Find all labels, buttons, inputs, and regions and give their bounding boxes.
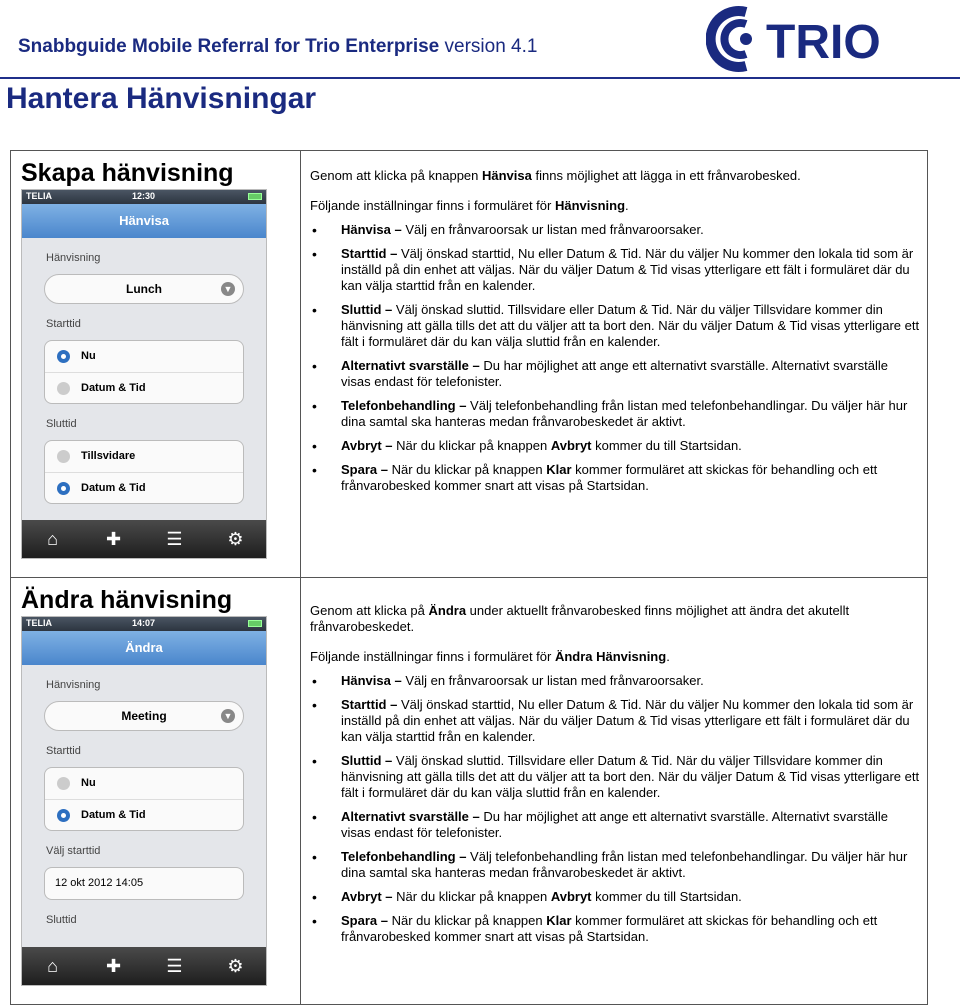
settings-paragraph: Följande inställningar finns i formuläret för Ändra Hänvisning. xyxy=(310,649,670,664)
carrier-label: TELIA xyxy=(26,618,52,628)
column-divider xyxy=(300,578,301,1004)
field-label: Sluttid xyxy=(46,418,77,430)
header-divider xyxy=(0,77,960,79)
option-nu[interactable] xyxy=(45,768,243,799)
nav-title: Hänvisa xyxy=(22,204,266,238)
list-item: • Telefonbehandling – Välj telefonbehandling från listan med telefonbehandlingar. Du väljer här hur dina samtal ska hanteras medan frånvarobeskedet är aktivt. xyxy=(310,849,920,881)
gear-icon[interactable]: ⚙ xyxy=(227,955,244,976)
instructions xyxy=(310,168,920,502)
settings-list xyxy=(310,222,920,494)
field-label: Hänvisning xyxy=(46,252,101,264)
phone-screenshot xyxy=(21,616,267,986)
radio-selected-icon xyxy=(57,350,70,363)
option-label: Datum & Tid xyxy=(81,809,146,821)
option-nu[interactable] xyxy=(45,341,243,372)
option-datum-tid[interactable] xyxy=(45,372,243,403)
tab-bar xyxy=(22,520,266,558)
radio-selected-icon xyxy=(57,809,70,822)
sliders-icon[interactable]: ☰ xyxy=(166,528,183,549)
radio-selected-icon xyxy=(57,482,70,495)
field-label: Starttid xyxy=(46,318,81,330)
instructions xyxy=(310,603,920,953)
nav-title: Ändra xyxy=(22,631,266,665)
option-label: Datum & Tid xyxy=(81,382,146,394)
option-tillsvidare[interactable] xyxy=(45,441,243,472)
battery-icon xyxy=(248,193,262,200)
reason-value: Meeting xyxy=(121,709,167,723)
trio-logo xyxy=(706,0,936,78)
plus-icon[interactable]: ✚ xyxy=(105,955,122,976)
chevron-down-icon: ▼ xyxy=(221,282,235,296)
end-options xyxy=(44,440,244,504)
home-icon[interactable]: ⌂ xyxy=(47,528,58,549)
list-item: • Alternativt svarställe – Du har möjlighet att ange ett alternativt svarställe. Alternativt svarställe visas endast för telefonister. xyxy=(310,358,920,390)
list-item: • Sluttid – Välj önskad sluttid. Tillsvidare eller Datum & Tid. När du väljer Tillsvidare kommer din hänvisning att gälla tills det att du väljer att ta bort den. När du väljer Datum & Tid visas ytterligare ett fält i formuläret där du kan välja sluttid från en kalender. xyxy=(310,302,920,350)
list-item: • Telefonbehandling – Välj telefonbehandling från listan med telefonbehandlingar. Du väljer här hur dina samtal ska hanteras medan frånvarobeskedet är aktivt. xyxy=(310,398,920,430)
date-value: 12 okt 2012 14:05 xyxy=(55,877,144,889)
list-item: • Spara – När du klickar på knappen Klar kommer formuläret att skickas för behandling och ett frånvarobesked kommer snart att visas på Startsidan. xyxy=(310,913,920,945)
list-item: • Sluttid – Välj önskad sluttid. Tillsvidare eller Datum & Tid. När du väljer Tillsvidare kommer din hänvisning att gälla tills det att du väljer att ta bort den. När du väljer Datum & Tid visas ytterligare ett fält i formuläret där du kan välja sluttid från en kalender. xyxy=(310,753,920,801)
list-item: • Spara – När du klickar på knappen Klar kommer formuläret att skickas för behandling och ett frånvarobesked kommer snart att visas på Startsidan. xyxy=(310,462,920,494)
reason-value: Lunch xyxy=(126,282,162,296)
option-label: Tillsvidare xyxy=(81,450,136,462)
field-label: Starttid xyxy=(46,745,81,757)
home-icon[interactable]: ⌂ xyxy=(47,955,58,976)
logo-text: TRIO xyxy=(766,16,881,69)
list-item: • Avbryt – När du klickar på knappen Avbryt kommer du till Startsidan. xyxy=(310,889,920,905)
section-title: Skapa hänvisning xyxy=(21,159,234,187)
intro-paragraph: Genom att klicka på Ändra under aktuellt frånvarobesked finns möjlighet att ändra det akutellt frånvarobeskedet. xyxy=(310,603,850,634)
battery-icon xyxy=(248,620,262,627)
field-label: Sluttid xyxy=(46,914,77,926)
start-options xyxy=(44,767,244,831)
radio-icon xyxy=(57,450,70,463)
reason-select[interactable] xyxy=(44,274,244,304)
field-label: Välj starttid xyxy=(46,845,101,857)
start-date-field[interactable] xyxy=(44,867,244,900)
column-divider xyxy=(300,151,301,577)
list-item: • Starttid – Välj önskad starttid, Nu eller Datum & Tid. När du väljer Nu kommer den lokala tid som är inställd på din enhet att väljas. När du väljer Datum & Tid visas ytterligare ett fält i formuläret där du kan välja starttid från en kalender. xyxy=(310,246,920,294)
section-andra-hanvisning xyxy=(10,577,928,1005)
tab-bar xyxy=(22,947,266,985)
option-datum-tid[interactable] xyxy=(45,799,243,830)
option-label: Nu xyxy=(81,350,96,362)
list-item: • Avbryt – När du klickar på knappen Avbryt kommer du till Startsidan. xyxy=(310,438,920,454)
option-label: Datum & Tid xyxy=(81,482,146,494)
sliders-icon[interactable]: ☰ xyxy=(166,955,183,976)
option-datum-tid[interactable] xyxy=(45,472,243,503)
guide-version: version 4.1 xyxy=(444,36,538,57)
status-bar xyxy=(22,617,266,631)
list-item: • Hänvisa – Välj en frånvaroorsak ur listan med frånvaroorsaker. xyxy=(310,673,920,689)
clock-label: 14:07 xyxy=(132,618,156,628)
settings-paragraph: Följande inställningar finns i formuläret för Hänvisning. xyxy=(310,198,629,213)
guide-title: Snabbguide Mobile Referral for Trio Enterprise xyxy=(18,36,440,57)
plus-icon[interactable]: ✚ xyxy=(105,528,122,549)
reason-select[interactable] xyxy=(44,701,244,731)
radio-icon xyxy=(57,382,70,395)
status-bar xyxy=(22,190,266,204)
page-title: Hantera Hänvisningar xyxy=(6,82,317,115)
clock-label: 12:30 xyxy=(132,191,156,201)
start-options xyxy=(44,340,244,404)
chevron-down-icon: ▼ xyxy=(221,709,235,723)
settings-list xyxy=(310,673,920,945)
list-item: • Hänvisa – Välj en frånvaroorsak ur listan med frånvaroorsaker. xyxy=(310,222,920,238)
gear-icon[interactable]: ⚙ xyxy=(227,528,244,549)
radio-icon xyxy=(57,777,70,790)
intro-paragraph: Genom att klicka på knappen Hänvisa finns möjlighet att lägga in ett frånvarobesked. xyxy=(310,168,801,183)
carrier-label: TELIA xyxy=(26,191,52,201)
phone-screenshot xyxy=(21,189,267,559)
field-label: Hänvisning xyxy=(46,679,101,691)
section-title: Ändra hänvisning xyxy=(21,586,233,614)
document-header xyxy=(18,36,537,58)
option-label: Nu xyxy=(81,777,96,789)
list-item: • Alternativt svarställe – Du har möjlighet att ange ett alternativt svarställe. Alternativt svarställe visas endast för telefonister. xyxy=(310,809,920,841)
list-item: • Starttid – Välj önskad starttid, Nu eller Datum & Tid. När du väljer Nu kommer den lokala tid som är inställd på din enhet att väljas. När du väljer Datum & Tid visas ytterligare ett fält i formuläret där du kan välja starttid från en kalender. xyxy=(310,697,920,745)
section-skapa-hanvisning xyxy=(10,150,928,578)
